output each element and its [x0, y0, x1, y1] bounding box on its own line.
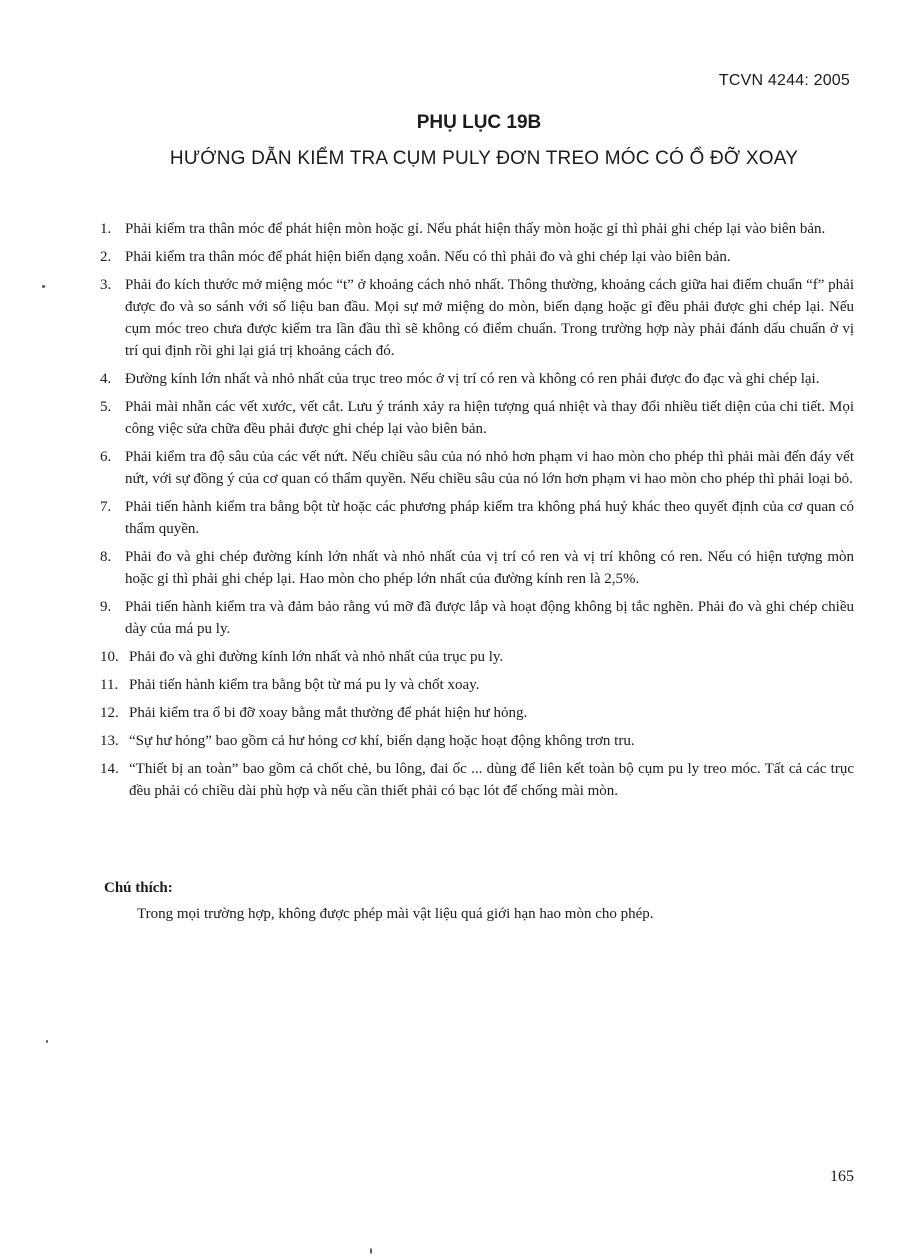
- item-text: Đường kính lớn nhất và nhỏ nhất của trục treo móc ở vị trí có ren và không có ren phải được đo đạc và ghi chép lại.: [125, 371, 820, 387]
- item-text: Phải kiểm tra thân móc để phát hiện biến dạng xoắn. Nếu có thì phải đo và ghi chép lại vào biên bản.: [125, 249, 731, 265]
- item-text: Phải kiểm tra thân móc để phát hiện mòn hoặc gỉ. Nếu phát hiện thấy mòn hoặc gỉ thì phải ghi chép lại vào biên bản.: [125, 221, 826, 237]
- item-text: Phải tiến hành kiểm tra bằng bột từ hoặc các phương pháp kiểm tra không phá huỷ khác theo quyết định của cơ quan có thẩm quyền.: [125, 499, 854, 537]
- item-text: Phải kiểm tra ổ bi đỡ xoay bằng mắt thường để phát hiện hư hỏng.: [129, 705, 528, 721]
- item-number: 13.: [100, 733, 119, 749]
- item-text: Phải mài nhẵn các vết xước, vết cắt. Lưu ý tránh xảy ra hiện tượng quá nhiệt và thay đổi nhiều tiết diện của chi tiết. Mọi công việc sửa chữa đều phải được ghi chép lại vào biên bản.: [125, 399, 854, 437]
- item-text: Phải đo và ghi chép đường kính lớn nhất và nhỏ nhất của vị trí có ren và vị trí không có ren. Nếu có hiện tượng mòn hoặc gỉ thì phải ghi chép lại. Hao mòn cho phép lớn nhất của đường kính ren là 2,5%.: [125, 549, 854, 587]
- list-item: [100, 274, 854, 362]
- list-item: [100, 730, 854, 752]
- item-number: 12.: [100, 705, 119, 721]
- list-item: [100, 496, 854, 540]
- scan-speck: [46, 1040, 48, 1043]
- list-item: [100, 702, 854, 724]
- item-text: Phải tiến hành kiểm tra và đảm bảo rằng vú mỡ đã được lắp và hoạt động không bị tắc nghẽn. Phải đo và ghi chép chiều dày của má pu ly.: [125, 599, 854, 637]
- list-item: [100, 646, 854, 668]
- item-number: 14.: [100, 761, 119, 777]
- list-item: [100, 246, 854, 268]
- scan-speck: [370, 1248, 372, 1254]
- item-number: 3.: [100, 277, 112, 293]
- list-item: [100, 368, 854, 390]
- item-number: 5.: [100, 399, 112, 415]
- instruction-list: [100, 218, 854, 808]
- note-text: Trong mọi trường hợp, không được phép mài vật liệu quá giới hạn hao mòn cho phép.: [137, 906, 654, 922]
- item-text: “Sự hư hỏng” bao gồm cả hư hỏng cơ khí, biến dạng hoặc hoạt động không trơn tru.: [129, 733, 635, 749]
- list-item: [100, 446, 854, 490]
- item-text: Phải đo kích thước mở miệng móc “t” ở khoảng cách nhỏ nhất. Thông thường, khoảng cách giữa hai điểm chuẩn “f” phải được đo và so sánh với số liệu ban đầu. Mọi sự mở miệng do mòn, biến dạng hoặc gỉ đều phải được ghi chép lại. Nếu cụm móc treo chưa được kiểm tra lần đầu thì sẽ không có điểm chuẩn. Trong trường hợp này phải đánh dấu chuẩn ở vị trí qui định rồi ghi lại giá trị khoảng cách đó.: [125, 277, 854, 359]
- appendix-subtitle: HƯỚNG DẪN KIỂM TRA CỤM PULY ĐƠN TREO MÓC CÓ Ổ ĐỠ XOAY: [169, 148, 799, 169]
- item-number: 6.: [100, 449, 112, 465]
- item-text: Phải đo và ghi đường kính lớn nhất và nhỏ nhất của trục pu ly.: [129, 649, 504, 665]
- title-block: [0, 112, 898, 170]
- list-item: [100, 396, 854, 440]
- item-number: 1.: [100, 221, 112, 237]
- appendix-title: PHỤ LỤC 19B: [416, 112, 542, 133]
- item-number: 4.: [100, 371, 112, 387]
- item-number: 7.: [100, 499, 112, 515]
- note-heading: Chú thích:: [104, 880, 173, 896]
- standard-code: TCVN 4244: 2005: [718, 72, 850, 89]
- page-number: 165: [830, 1168, 854, 1185]
- item-number: 10.: [100, 649, 119, 665]
- item-text: “Thiết bị an toàn” bao gồm cả chốt chẻ, bu lông, đai ốc ... dùng để liên kết toàn bộ cụm pu ly treo móc. Tất cả các trục đều phải có chiều dài phù hợp và nếu cần thiết phải có bạc lót để chống mài mòn.: [129, 761, 854, 799]
- item-text: Phải kiểm tra độ sâu của các vết nứt. Nếu chiều sâu của nó nhỏ hơn phạm vi hao mòn cho phép thì phải mài đến đáy vết nứt, với sự đồng ý của cơ quan có thẩm quyền. Nếu chiều sâu của nó lớn hơn phạm vi hao mòn cho phép thì phải loại bỏ.: [125, 449, 854, 487]
- list-item: [100, 596, 854, 640]
- scan-speck: [42, 285, 45, 288]
- list-item: [100, 218, 854, 240]
- item-number: 2.: [100, 249, 112, 265]
- item-text: Phải tiến hành kiểm tra bằng bột từ má pu ly và chốt xoay.: [129, 677, 480, 693]
- item-number: 8.: [100, 549, 112, 565]
- list-item: [100, 674, 854, 696]
- list-item: [100, 758, 854, 802]
- list-item: [100, 546, 854, 590]
- item-number: 9.: [100, 599, 112, 615]
- item-number: 11.: [100, 677, 119, 693]
